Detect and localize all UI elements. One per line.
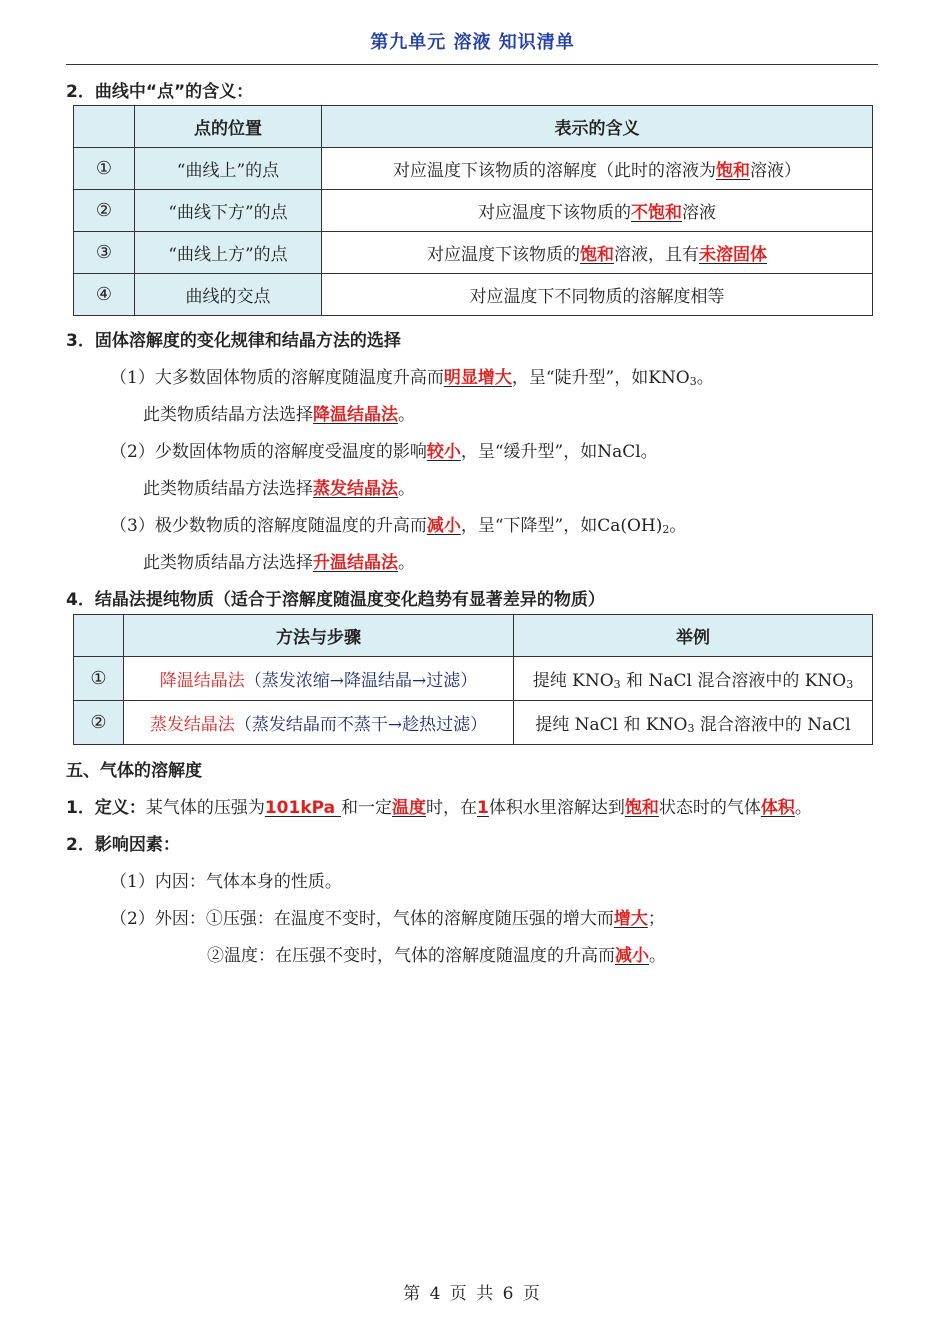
table-row (74, 232, 873, 274)
rule-text: 。 (669, 516, 687, 536)
example-text: 提纯 NaCl 和 KNO (535, 715, 688, 735)
header-num (74, 106, 135, 148)
page-header-title: 第九单元 溶液 知识清单 (370, 32, 575, 53)
header-position: 点的位置 (135, 106, 322, 148)
method-text: 。 (398, 405, 415, 425)
header-meaning: 表示的含义 (322, 106, 873, 148)
row-meaning (322, 232, 873, 274)
factor-temperature (207, 941, 666, 966)
subscript: 3 (689, 375, 697, 388)
section-2-heading: 2．曲线中“点”的含义： (66, 82, 254, 102)
key-term: 体积 (760, 798, 795, 818)
rule-item (110, 437, 658, 462)
key-term: 1 (477, 798, 489, 818)
row-num: ① (74, 148, 135, 190)
subscript: 2 (662, 523, 670, 536)
page-number: 第 4 页 共 6 页 (403, 1284, 542, 1304)
example-text: 和 NaCl 混合溶液中的 KNO (620, 671, 847, 691)
definition-text: 和一定 (341, 798, 393, 818)
factor-internal: （1）内因：气体本身的性质。 (110, 872, 342, 892)
header-method: 方法与步骤 (124, 615, 514, 657)
method-text: 此类物质结晶方法选择 (143, 479, 313, 499)
table-header-row (74, 615, 873, 657)
method-line (143, 400, 415, 425)
key-term: 饱和 (580, 245, 614, 265)
factor-text: ； (647, 909, 665, 929)
rule-text: （1）大多数固体物质的溶解度随温度升高而 (110, 368, 444, 388)
row-example (514, 701, 873, 745)
row-position: “曲线上”的点 (135, 148, 322, 190)
meaning-text: 对应温度下该物质的 (478, 203, 631, 223)
factor-text: （2）外因：①压强：在温度不变时，气体的溶解度随压强的增大而 (110, 909, 614, 929)
header-example: 举例 (514, 615, 873, 657)
table-row (74, 657, 873, 701)
rule-text: ，呈“陡升型”，如KNO (511, 368, 690, 388)
header-num (74, 615, 124, 657)
key-term: 升温结晶法 (313, 553, 398, 573)
method-line (143, 474, 415, 499)
key-term: 较小 (426, 442, 461, 462)
row-num: ② (74, 701, 124, 745)
meaning-text: 溶液） (750, 161, 801, 181)
table-row (74, 701, 873, 745)
key-term: 饱和 (624, 798, 659, 818)
table-row (74, 274, 873, 316)
table-header-row (74, 106, 873, 148)
row-method (124, 657, 514, 701)
key-term: 101kPa (264, 798, 342, 818)
row-num: ④ (74, 274, 135, 316)
rule-item (110, 511, 686, 536)
subscript: 3 (613, 678, 621, 691)
row-meaning (322, 190, 873, 232)
row-method (124, 701, 514, 745)
rule-text: ，呈“下降型”，如Ca(OH) (460, 516, 663, 536)
row-position: 曲线的交点 (135, 274, 322, 316)
row-position: “曲线上方”的点 (135, 232, 322, 274)
table-row (74, 190, 873, 232)
key-term: 增大 (613, 909, 648, 929)
method-text: 此类物质结晶方法选择 (143, 553, 313, 573)
crystallization-table (73, 614, 873, 745)
method-steps: （蒸发浓缩→降温结晶→过滤） (244, 671, 478, 691)
method-text: 。 (398, 479, 415, 499)
rule-text: 。 (696, 368, 714, 388)
factor-text: 。 (649, 946, 666, 966)
definition-text: 体积水里溶解达到 (488, 798, 625, 818)
subscript: 3 (687, 722, 695, 735)
row-example (514, 657, 873, 701)
meaning-text: 对应温度下该物质的溶解度（此时的溶液为 (393, 161, 716, 181)
definition-text: 状态时的气体 (658, 798, 761, 818)
row-num: ③ (74, 232, 135, 274)
section-3-heading: 3．固体溶解度的变化规律和结晶方法的选择 (66, 331, 401, 351)
row-meaning (322, 148, 873, 190)
method-line (143, 548, 415, 573)
row-position: “曲线下方”的点 (135, 190, 322, 232)
method-text: 。 (398, 553, 415, 573)
definition-text: 。 (794, 798, 812, 818)
rule-text: 。 (640, 442, 658, 462)
rule-item (110, 363, 714, 388)
gas-definition (66, 793, 812, 818)
row-num: ② (74, 190, 135, 232)
key-term: 减小 (615, 946, 649, 966)
rule-text: （3）极少数物质的溶解度随温度的升高而 (110, 516, 427, 536)
definition-label: 1．定义： (66, 798, 146, 818)
row-meaning: 对应温度下不同物质的溶解度相等 (322, 274, 873, 316)
method-name: 降温结晶法 (159, 671, 245, 691)
key-term: 明显增大 (443, 368, 512, 388)
meaning-text: 溶液 (682, 203, 716, 223)
example-text: 混合溶液中的 NaCl (694, 715, 851, 735)
table-row (74, 148, 873, 190)
rule-text: （2）少数固体物质的溶解度受温度的影响 (110, 442, 427, 462)
key-term: 饱和 (716, 161, 750, 181)
row-num: ① (74, 657, 124, 701)
key-term: 降温结晶法 (313, 405, 398, 425)
key-term: 未溶固体 (699, 245, 767, 265)
method-text: 此类物质结晶方法选择 (143, 405, 313, 425)
meaning-text: 对应温度下该物质的 (427, 245, 580, 265)
example-text: 提纯 KNO (532, 671, 614, 691)
factors-label: 2．影响因素： (66, 835, 180, 855)
header-divider (66, 64, 878, 65)
key-term: 温度 (392, 798, 427, 818)
rule-text: ，呈“缓升型”，如NaCl (460, 442, 641, 462)
factor-external (110, 904, 665, 929)
subscript: 3 (846, 678, 854, 691)
definition-text: 某气体的压强为 (145, 798, 265, 818)
key-term: 蒸发结晶法 (313, 479, 398, 499)
method-name: 蒸发结晶法 (149, 715, 235, 735)
key-term: 不饱和 (631, 203, 682, 223)
method-steps: （蒸发结晶而不蒸干→趁热过滤） (234, 715, 488, 735)
section-5-heading: 五、气体的溶解度 (66, 761, 202, 781)
meaning-text: 溶液，且有 (614, 245, 699, 265)
points-meaning-table (73, 105, 873, 316)
factor-text: ②温度：在压强不变时，气体的溶解度随温度的升高而 (207, 946, 615, 966)
definition-text: 时，在 (426, 798, 478, 818)
key-term: 减小 (426, 516, 461, 536)
section-4-heading: 4．结晶法提纯物质（适合于溶解度随温度变化趋势有显著差异的物质） (66, 590, 605, 610)
